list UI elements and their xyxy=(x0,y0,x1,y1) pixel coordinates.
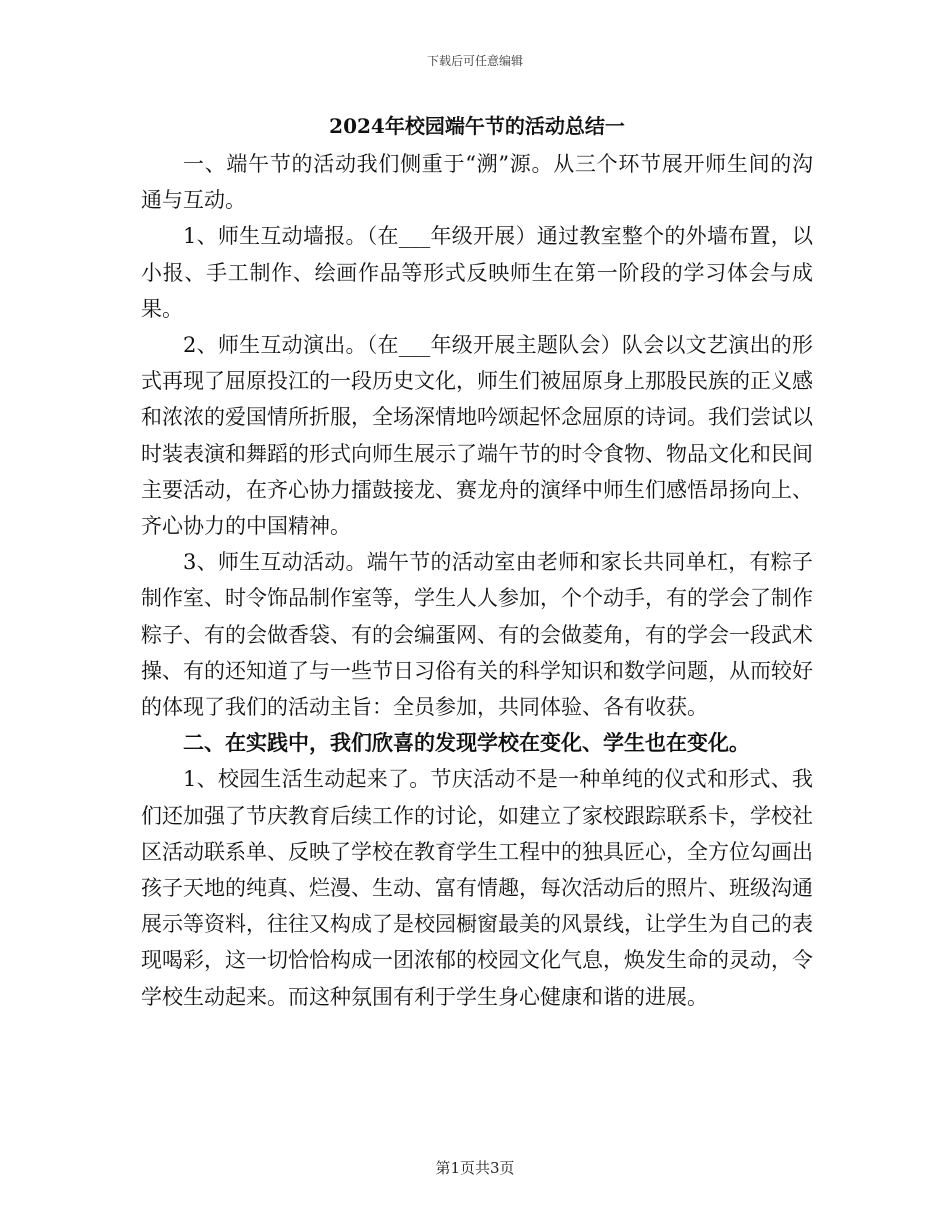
paragraph-activity: 3、师生互动活动。端午节的活动室由老师和家长共同单杠，有粽子制作室、时令饰品制作室等，学生人人参加，个个动手，有的学会了制作粽子、有的会做香袋、有的会编蛋网、有的会做菱角，有的学会一段武术操、有的还知道了与一些节日习俗有关的科学知识和数学问题，从而较好的体现了我们的活动主旨：全员参加，共同体验、各有收获。 xyxy=(141,550,813,720)
paragraph-campus-life: 1、校园生活生动起来了。节庆活动不是一种单纯的仪式和形式、我们还加强了节庆教育后续工作的讨论，如建立了家校跟踪联系卡，学校社区活动联系单、反映了学校在教育学生工程中的独具匠心，全方位勾画出孩子天地的纯真、烂漫、生动、富有情趣，每次活动后的照片、班级沟通展示等资料，往往又构成了是校园橱窗最美的风景线，让学生为自己的表现喝彩，这一切恰恰构成一团浓郁的校园文化气息，焕发生命的灵动，令学校生动起来。而这种氛围有利于学生身心健康和谐的进展。 xyxy=(141,767,813,1009)
paragraph-performance: 2、师生互动演出。（在___年级开展主题队会）队会以文艺演出的形式再现了屈原投江的一段历史文化，师生们被屈原身上那股民族的正义感和浓浓的爱国情所折服，全场深情地吟颂起怀念屈原的诗词。我们尝试以时装表演和舞蹈的形式向师生展示了端午节的时令食物、物品文化和民间主要活动，在齐心协力擂鼓接龙、赛龙舟的演绎中师生们感悟昂扬向上、齐心协力的中国精神。 xyxy=(141,333,813,539)
paragraph-wall-newspaper: 1、师生互动墙报。（在___年级开展）通过教室整个的外墙布置，以小报、手工制作、绘画作品等形式反映师生在第一阶段的学习体会与成果。 xyxy=(141,224,813,321)
document-title: 2024年校园端午节的活动总结一 xyxy=(329,114,625,138)
document-body xyxy=(141,108,813,1015)
paragraph-section-one-intro: 一、端午节的活动我们侧重于“溯”源。从三个环节展开师生间的沟通与互动。 xyxy=(141,152,813,213)
paragraph-section-two-heading: 二、在实践中，我们欣喜的发现学校在变化、学生也在变化。 xyxy=(183,730,750,756)
header-note: 下载后可任意编辑 xyxy=(426,54,523,68)
page-indicator: 第1页共3页 xyxy=(435,1159,515,1177)
